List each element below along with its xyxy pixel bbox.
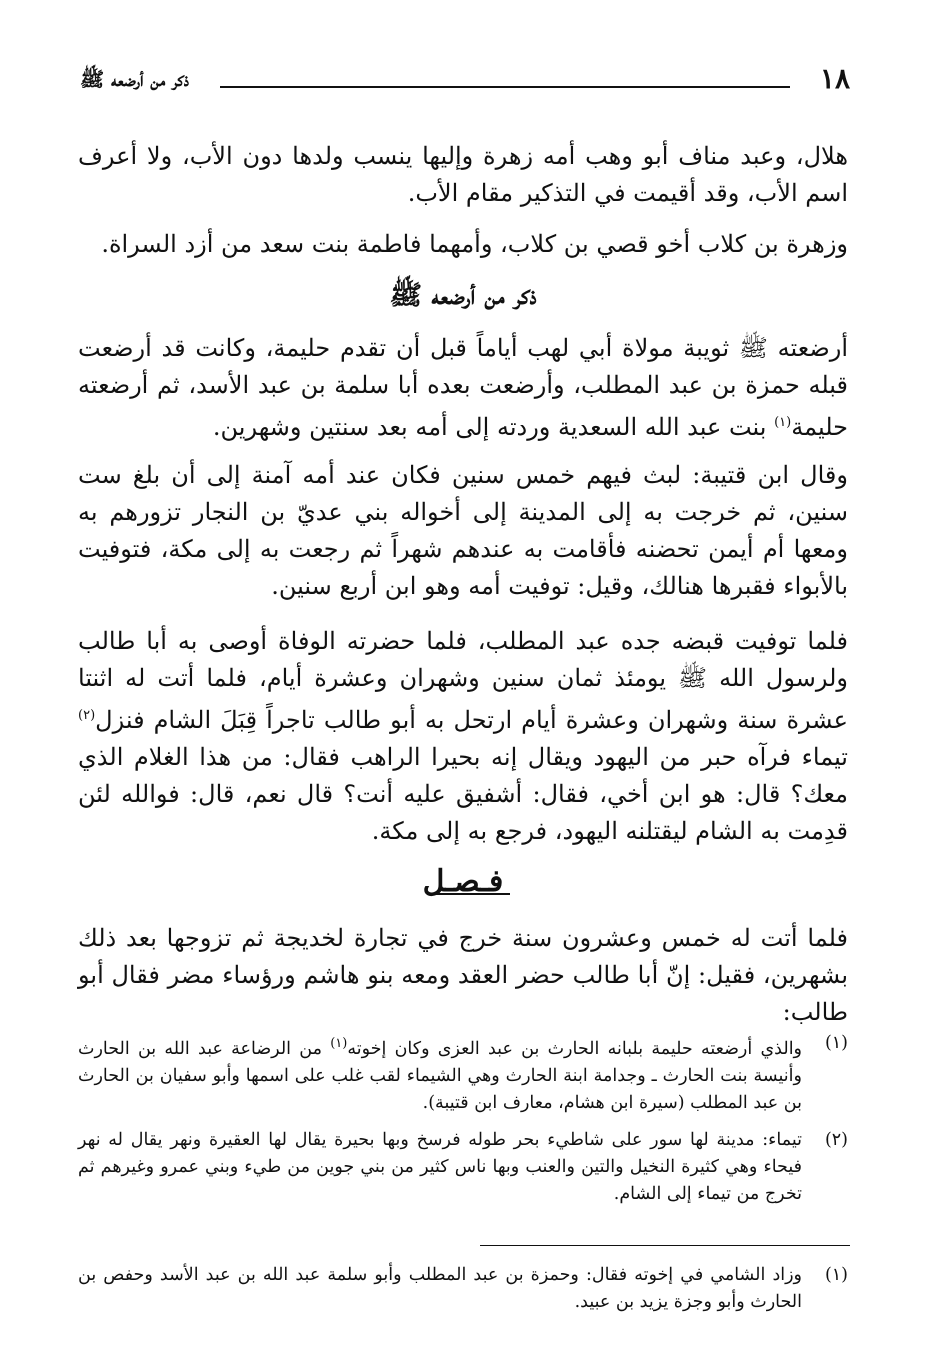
fasl-underline bbox=[430, 893, 510, 895]
sub-footnote-1-marker: (١) bbox=[824, 1265, 848, 1285]
sub-footnote-separator bbox=[480, 1245, 850, 1246]
paragraph-3 bbox=[78, 330, 848, 446]
footnote-ref-1: (١) bbox=[774, 415, 792, 430]
paragraph-3-text-cont: بنت عبد الله السعدية وردته إلى أمه بعد سنتين وشهرين. bbox=[212, 413, 775, 441]
section-heading-nursing: ذكر من أرضعه ﷺ bbox=[389, 280, 537, 311]
footnote-1 bbox=[78, 1030, 848, 1117]
page-number: ١٨ bbox=[819, 62, 850, 95]
footnote-ref-2: (٢) bbox=[78, 708, 96, 723]
sub-footnote-1 bbox=[78, 1262, 848, 1316]
running-title: ذكر من أرضعه ﷺ bbox=[80, 67, 189, 91]
paragraph-5 bbox=[78, 623, 848, 850]
footnote-2 bbox=[78, 1127, 848, 1208]
footnote-2-marker: (٢) bbox=[824, 1130, 848, 1150]
header-rule bbox=[220, 86, 790, 88]
footnote-1-marker: (١) bbox=[824, 1033, 848, 1053]
footnote-2-text: تيماء: مدينة لها سور على شاطيء بحر طوله فرسخ وبها بحيرة يقال لها العقيرة ونهر يقال له نهر فيحاء وهي كثيرة النخيل والتين والعنب وبها ناس كثير من بني جوين من طيء وبني عمرو وغيرهم ثم تخرج من تيماء إلى الشام. bbox=[78, 1130, 802, 1204]
paragraph-5-text: فلما توفيت قبضه جده عبد المطلب، فلما حضرته الوفاة أوصى به أبا طالب ولرسول الله ﷺ يومئذ ثمان سنين وشهران وعشرة أيام، فلما أتت له اثنتا عشرة سنة وشهران وعشرة أيام ارتحل به أبو طالب تاجراً قِبَلَ الشام فنزل bbox=[78, 627, 848, 734]
footnote-1-text: والذي أرضعته حليمة بلبانه الحارث بن عبد العزى وكان إخوته bbox=[347, 1038, 803, 1059]
paragraph-1: هلال، وعبد مناف أبو وهب أمه زهرة وإليها ينسب ولدها دون الأب، ولا أعرف اسم الأب، وقد أقيمت في التذكير مقام الأب. bbox=[78, 142, 848, 207]
footnote-1-text-cont: من الرضاعة عبد الله بن الحارث وأنيسة بنت الحارث ـ وجدامة ابنة الحارث وهي الشيماء لقب غلب على اسمها وأبو سفيان بن الحارث بن عبد المطلب (سيرة ابن هشام، معارف ابن قتيبة). bbox=[78, 1038, 802, 1113]
paragraph-5-text-cont: تيماء فرآه حبر من اليهود ويقال إنه بحيرا الراهب فقال: من هذا الغلام الذي معك؟ قال: هو ابن أخي، فقال: أشفيق عليه أنت؟ قال نعم، قال: فوالله لئن قدِمت به الشام ليقتلنه اليهود، فرجع به إلى مكة. bbox=[78, 743, 848, 845]
paragraph-4: وقال ابن قتيبة: لبث فيهم خمس سنين فكان عند أمه آمنة إلى أن بلغ ست سنين، ثم خرجت به إلى المدينة إلى أخواله بني عديّ بن النجار تزورهم به ومعها أم أيمن تحضنه فأقامت به عندهم شهراً ثم رجعت به إلى مكة، فتوفيت بالأبواء فقبرها هنالك، وقيل: توفيت أمه وهو ابن أربع سنين. bbox=[78, 461, 849, 600]
paragraph-3-text: أرضعته ﷺ ثويبة مولاة أبي لهب أياماً قبل أن تقدم حليمة، وكانت قد أرضعت قبله حمزة بن عبد المطلب، وأرضعت بعده أبا سلمة بن عبد الأسد، ثم أرضعته حليمة bbox=[78, 334, 848, 441]
footnote-1-body bbox=[78, 1030, 802, 1117]
paragraph-6: فلما أتت له خمس وعشرون سنة خرج في تجارة لخديجة ثم تزوجها بعد ذلك بشهرين، فقيل: إنّ أبا طالب حضر العقد ومعه بنو هاشم ورؤساء مضر فقال أبو طالب: bbox=[78, 924, 848, 1026]
section-heading-fasl: فـصـل bbox=[422, 864, 504, 899]
paragraph-2: وزهرة بن كلاب أخو قصي بن كلاب، وأمهما فاطمة بنت سعد من أزد السراة. bbox=[101, 230, 848, 258]
footnote-1-ref: (١) bbox=[330, 1036, 348, 1051]
sub-footnote-1-text: وزاد الشامي في إخوته فقال: وحمزة بن عبد المطلب وأبو سلمة عبد الله بن عبد الأسد وحفص بن الحارث وأبو وجزة يزيد بن عبيد. bbox=[78, 1265, 802, 1312]
page-header bbox=[80, 62, 850, 96]
